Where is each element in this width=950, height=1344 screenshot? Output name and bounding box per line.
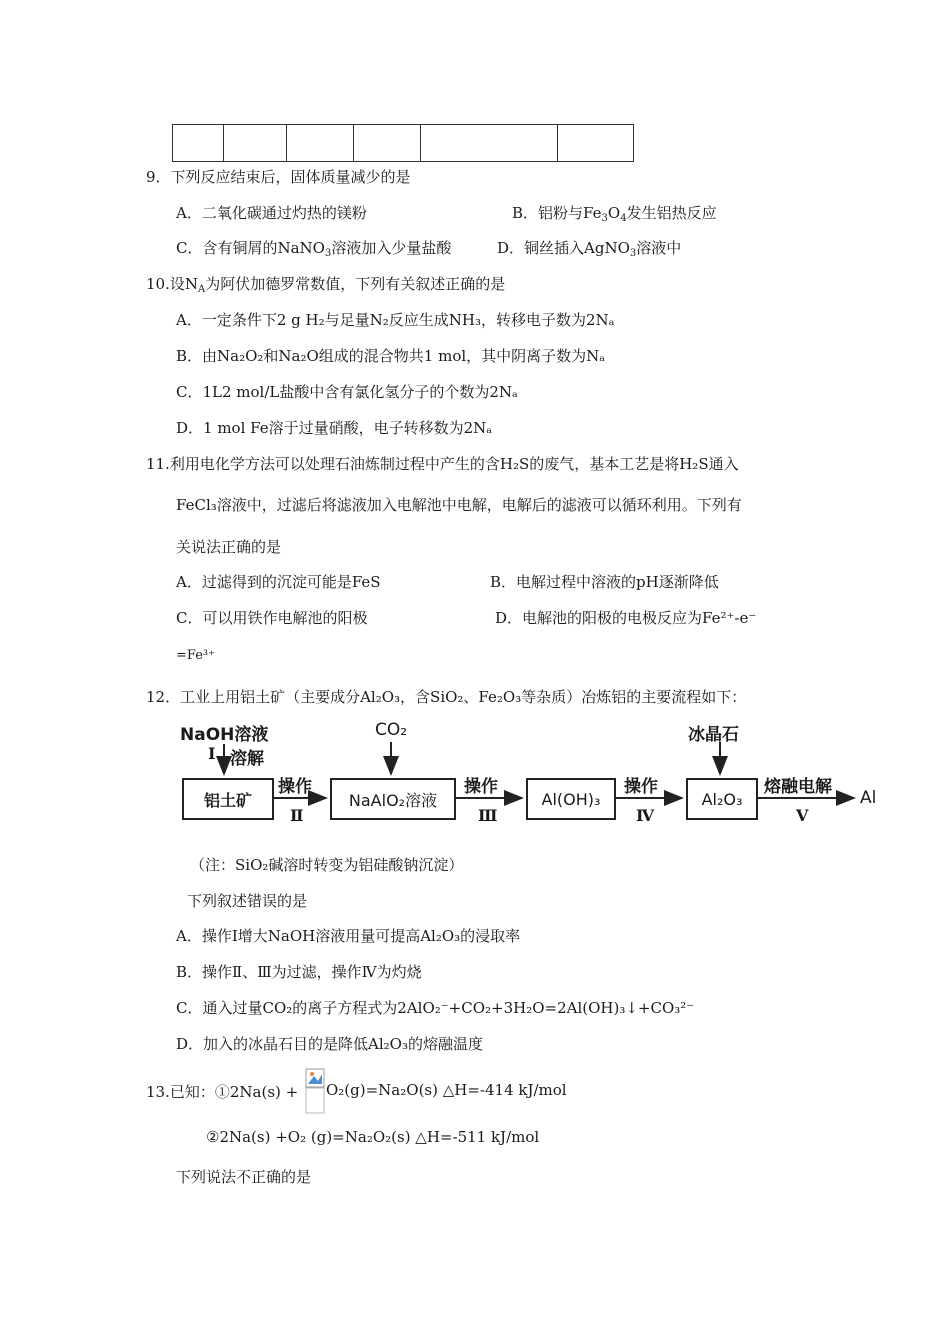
flow-op4-roman: Ⅳ bbox=[636, 806, 655, 825]
flow-product-al: Al bbox=[860, 788, 877, 808]
flow-reagent-co2: CO₂ bbox=[375, 720, 408, 740]
flow-step1-label: 溶解 bbox=[230, 749, 264, 769]
flow-diagram bbox=[170, 718, 882, 828]
q11-stem-line2: FeCl₃溶液中，过滤后将滤液加入电解池中电解，电解后的滤液可以循环利用。下列有 bbox=[176, 496, 742, 514]
q13-stem-equation1: O₂(g)=Na₂O(s) △H=-414 kJ/mol bbox=[326, 1081, 567, 1099]
flow-op3-label: 操作 bbox=[464, 777, 498, 797]
table-cell bbox=[558, 125, 634, 162]
q11-option-c: C．可以用铁作电解池的阳极 bbox=[176, 609, 368, 627]
flow-op3-roman: Ⅲ bbox=[478, 806, 498, 825]
q11-option-a: A．过滤得到的沉淀可能是FeS bbox=[176, 573, 381, 591]
flow-op5-label: 熔融电解 bbox=[764, 777, 832, 797]
q10-option-b: B．由Na₂O₂和Na₂O组成的混合物共1 mol，其中阴离子数为Nₐ bbox=[176, 347, 606, 365]
q9-option-d: D．铜丝插入AgNO$_3$溶液中 bbox=[497, 239, 682, 259]
flow-arrows bbox=[170, 718, 882, 828]
q12-option-d: D．加入的冰晶石目的是降低Al₂O₃的熔融温度 bbox=[176, 1035, 483, 1053]
flow-op5-roman: Ⅴ bbox=[796, 806, 809, 825]
table-cell bbox=[354, 125, 421, 162]
table-cell bbox=[287, 125, 354, 162]
q11-option-d-cont: =Fe³⁺ bbox=[176, 648, 215, 663]
q12-option-c: C．通入过量CO₂的离子方程式为2AlO₂⁻+CO₂+3H₂O=2Al(OH)₃↓+CO₃²⁻ bbox=[176, 999, 695, 1017]
q12-option-b: B．操作Ⅱ、Ⅲ为过滤，操作Ⅳ为灼烧 bbox=[176, 963, 422, 981]
flow-box-aloh3: Al(OH)₃ bbox=[526, 778, 616, 820]
q11-stem-line1: 11.利用电化学方法可以处理石油炼制过程中产生的含H₂S的废气，基本工艺是将H₂S通入 bbox=[146, 455, 739, 473]
q11-option-d: D．电解池的阳极的电极反应为Fe²⁺-e⁻ bbox=[495, 609, 757, 627]
q13-ask: 下列说法不正确的是 bbox=[176, 1168, 312, 1186]
q11-stem-line3: 关说法正确的是 bbox=[176, 538, 282, 556]
flow-op2-roman: Ⅱ bbox=[290, 806, 304, 825]
q12-option-a: A．操作Ⅰ增大NaOH溶液用量可提高Al₂O₃的浸取率 bbox=[176, 927, 521, 945]
q12-stem: 12．工业上用铝土矿（主要成分Al₂O₃，含SiO₂、Fe₂O₃等杂质）冶炼铝的主要流程如下： bbox=[146, 688, 747, 706]
q13-equation2: ②2Na(s) +O₂ (g)=Na₂O₂(s) △H=-511 kJ/mol bbox=[206, 1128, 540, 1146]
q11-option-b: B．电解过程中溶液的pH逐渐降低 bbox=[490, 573, 719, 591]
flow-step1-roman: Ⅰ bbox=[208, 744, 216, 763]
q10-option-a: A．一定条件下2 g H₂与足量N₂反应生成NH₃，转移电子数为2Nₐ bbox=[176, 311, 615, 329]
flow-op2-label: 操作 bbox=[278, 777, 312, 797]
flow-box-bauxite: 铝土矿 bbox=[182, 778, 274, 820]
q10-option-c: C．1L2 mol/L盐酸中含有氯化氢分子的个数为2Nₐ bbox=[176, 383, 518, 401]
table-cell bbox=[224, 125, 287, 162]
q9-option-b: B．铝粉与$Fe_3O_4$发生铝热反应 bbox=[512, 204, 717, 224]
q12-note: （注：SiO₂碱溶时转变为铝硅酸钠沉淀） bbox=[190, 856, 464, 874]
q9-stem: 9．下列反应结束后，固体质量减少的是 bbox=[146, 168, 411, 186]
answer-table bbox=[172, 124, 634, 162]
flow-box-al2o3: Al₂O₃ bbox=[686, 778, 758, 820]
flow-box-naalo2: NaAlO₂溶液 bbox=[330, 778, 456, 820]
table-cell bbox=[421, 125, 558, 162]
flow-reagent-naoh: NaOH溶液 bbox=[180, 725, 269, 745]
q13-stem: 13.已知：①2Na(s) + bbox=[146, 1083, 299, 1101]
q9-option-c: C．含有铜屑的NaNO$_3$溶液加入少量盐酸 bbox=[176, 239, 452, 259]
table-cell bbox=[173, 125, 224, 162]
q10-stem: 10.设$N_A$为阿伏加德罗常数值，下列有关叙述正确的是 bbox=[146, 275, 506, 295]
q9-option-a: A．二氧化碳通过灼热的镁粉 bbox=[176, 204, 367, 222]
broken-image-icon bbox=[305, 1068, 325, 1114]
flow-op4-label: 操作 bbox=[624, 777, 658, 797]
flow-reagent-cryolite: 冰晶石 bbox=[688, 725, 739, 745]
q10-option-d: D．1 mol Fe溶于过量硝酸，电子转移数为2Nₐ bbox=[176, 419, 493, 437]
q12-ask: 下列叙述错误的是 bbox=[187, 892, 308, 910]
